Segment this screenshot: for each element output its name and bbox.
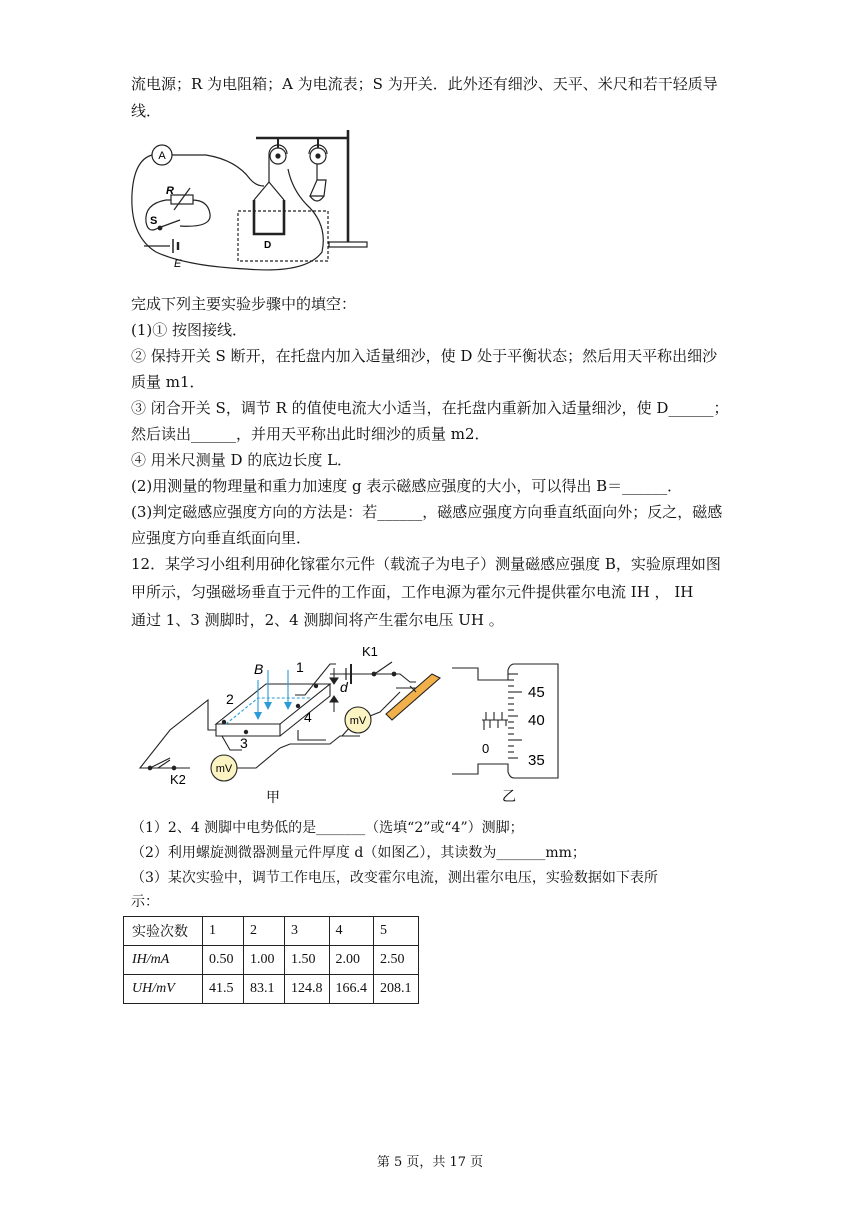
table-cell: 2.50 bbox=[374, 946, 419, 975]
text-line: (3)判定磁感应强度方向的方法是：若______，磁感应强度方向垂直纸面向外；反之，磁感 bbox=[131, 503, 723, 521]
page-footer: 第 5 页，共 17 页 bbox=[376, 1155, 484, 1170]
table-row bbox=[124, 946, 419, 975]
scale-45: 45 bbox=[528, 684, 545, 701]
table-cell: 166.4 bbox=[329, 975, 374, 1004]
table-row bbox=[124, 975, 419, 1004]
table-cell: 4 bbox=[329, 917, 374, 946]
hall-data-table bbox=[123, 916, 419, 1004]
table-cell: 1 bbox=[203, 917, 244, 946]
table-header-row bbox=[124, 917, 419, 946]
table-cell: 2 bbox=[244, 917, 285, 946]
text-line: ④ 用米尺测量 D 的底边长度 L． bbox=[131, 451, 353, 469]
hall-circuit-figure bbox=[130, 640, 460, 810]
millivoltmeter-2-label: mV bbox=[215, 763, 233, 775]
table-cell: IH/mA bbox=[124, 946, 203, 975]
resistor-label: R bbox=[166, 185, 174, 197]
table-cell: 41.5 bbox=[203, 975, 244, 1004]
text-line: 线． bbox=[131, 102, 162, 120]
table-cell: 208.1 bbox=[374, 975, 419, 1004]
text-line: 应强度方向垂直纸面向里． bbox=[131, 529, 312, 547]
table-cell: 1.50 bbox=[285, 946, 330, 975]
text-line: (1)① 按图接线． bbox=[131, 321, 248, 339]
text-line: 质量 m1． bbox=[131, 373, 205, 391]
text-line: 然后读出______，并用天平称出此时细沙的质量 m2． bbox=[131, 425, 490, 443]
figure-jia-caption: 甲 bbox=[266, 789, 280, 805]
text-line: 完成下列主要实验步骤中的填空： bbox=[131, 295, 357, 313]
pin-2-label: 2 bbox=[226, 691, 234, 707]
text-line: ② 保持开关 S 断开，在托盘内加入适量细沙，使 D 处于平衡状态；然后用天平称出细沙 bbox=[131, 347, 718, 365]
switch-k1-label: K1 bbox=[362, 644, 378, 659]
table-cell: 83.1 bbox=[244, 975, 285, 1004]
pin-3-label: 3 bbox=[240, 735, 248, 751]
table-cell: UH/mV bbox=[124, 975, 203, 1004]
source-label: E bbox=[174, 258, 182, 270]
switch-label: S bbox=[150, 215, 158, 227]
table-cell: 实验次数 bbox=[124, 917, 203, 946]
table-cell: 3 bbox=[285, 917, 330, 946]
text-line: (2)用测量的物理量和重力加速度 g 表示磁感应强度的大小，可以得出 B＝______． bbox=[131, 477, 683, 495]
figure-yi-caption: 乙 bbox=[502, 788, 516, 804]
text-line: 通过 1、3 测脚时，2、4 测脚间将产生霍尔电压 UH 。 bbox=[131, 611, 504, 629]
scale-35: 35 bbox=[528, 752, 545, 769]
table-cell: 0.50 bbox=[203, 946, 244, 975]
scale-40: 40 bbox=[528, 712, 545, 729]
text-line: 12．某学习小组利用砷化镓霍尔元件（载流子为电子）测量磁感应强度 B，实验原理如图 bbox=[131, 555, 721, 573]
table-cell: 5 bbox=[374, 917, 419, 946]
thickness-label: d bbox=[340, 679, 348, 695]
question-2: （2）利用螺旋测微器测量元件厚度 d（如图乙），其读数为_______mm； bbox=[131, 845, 586, 861]
question-3: （3）某次实验中，调节工作电压，改变霍尔电流，测出霍尔电压，实验数据如下表所 bbox=[131, 870, 658, 886]
question-3-cont: 示： bbox=[131, 894, 159, 910]
balance-circuit-figure bbox=[126, 124, 376, 276]
table-cell: 1.00 bbox=[244, 946, 285, 975]
ammeter-label: A bbox=[158, 150, 166, 162]
table-cell: 124.8 bbox=[285, 975, 330, 1004]
millivoltmeter-1-label: mV bbox=[349, 715, 367, 727]
text-line: 流电源；R 为电阻箱；A 为电流表；S 为开关．此外还有细沙、天平、米尺和若干轻质导 bbox=[131, 75, 718, 93]
coil-label: D bbox=[264, 240, 272, 251]
scale-0: 0 bbox=[482, 741, 490, 756]
pin-4-label: 4 bbox=[304, 709, 312, 725]
text-line: ③ 闭合开关 S，调节 R 的值使电流大小适当，在托盘内重新加入适量细沙，使 D______； bbox=[131, 399, 729, 417]
micrometer-figure bbox=[448, 660, 578, 805]
question-1: （1）2、4 测脚中电势低的是_______（选填“2”或“4”）测脚； bbox=[131, 820, 524, 836]
field-label: B bbox=[254, 661, 264, 677]
table-cell: 2.00 bbox=[329, 946, 374, 975]
pin-1-label: 1 bbox=[296, 659, 304, 675]
text-line: 甲所示，匀强磁场垂直于元件的工作面，工作电源为霍尔元件提供霍尔电流 IH ， IH bbox=[131, 583, 694, 601]
switch-k2-label: K2 bbox=[170, 772, 186, 787]
